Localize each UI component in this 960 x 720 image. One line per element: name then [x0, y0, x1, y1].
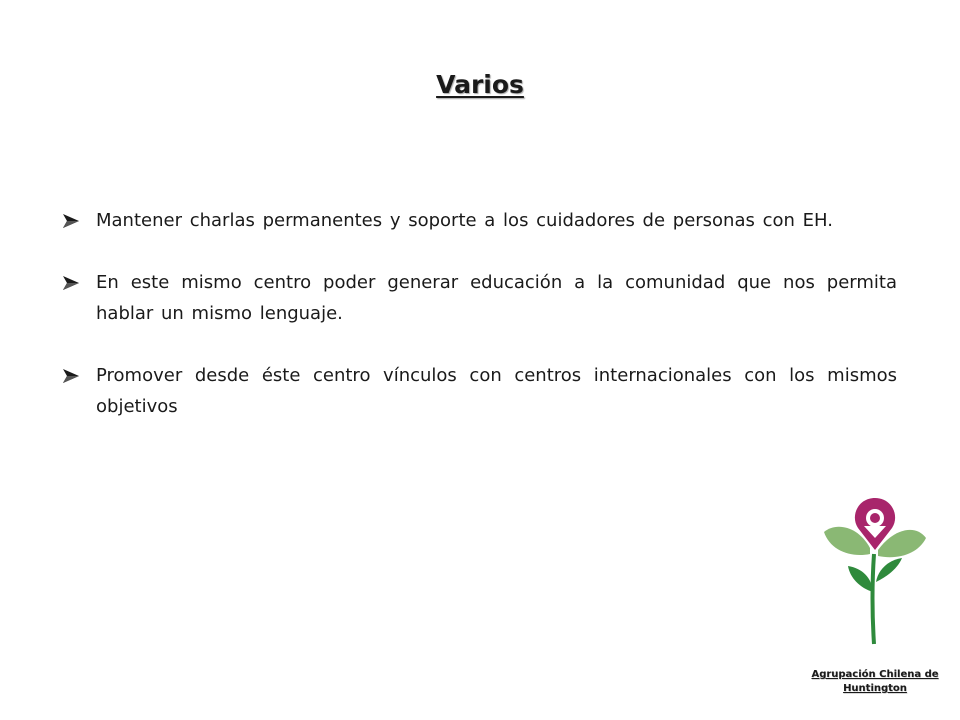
arrowhead-bullet-icon [62, 213, 80, 229]
bullet-text: En este mismo centro poder generar educación a la comunidad que nos permita hablar un mismo lenguaje. [96, 272, 897, 324]
huntington-association-logo-icon [820, 488, 930, 648]
organization-name: Agrupación Chilena de Huntington [811, 669, 939, 694]
bullet-item [62, 360, 897, 422]
arrowhead-bullet-icon [62, 368, 80, 384]
bullet-text: Promover desde éste centro vínculos con centros internacionales con los mismos objetivos [96, 365, 897, 417]
bullet-text: Mantener charlas permanentes y soporte a los cuidadores de personas con EH. [96, 210, 833, 231]
bullet-item [62, 267, 897, 329]
bullet-list [62, 205, 897, 453]
slide-title: Varios [436, 70, 524, 99]
arrowhead-bullet-icon [62, 275, 80, 291]
bullet-item [62, 205, 897, 236]
